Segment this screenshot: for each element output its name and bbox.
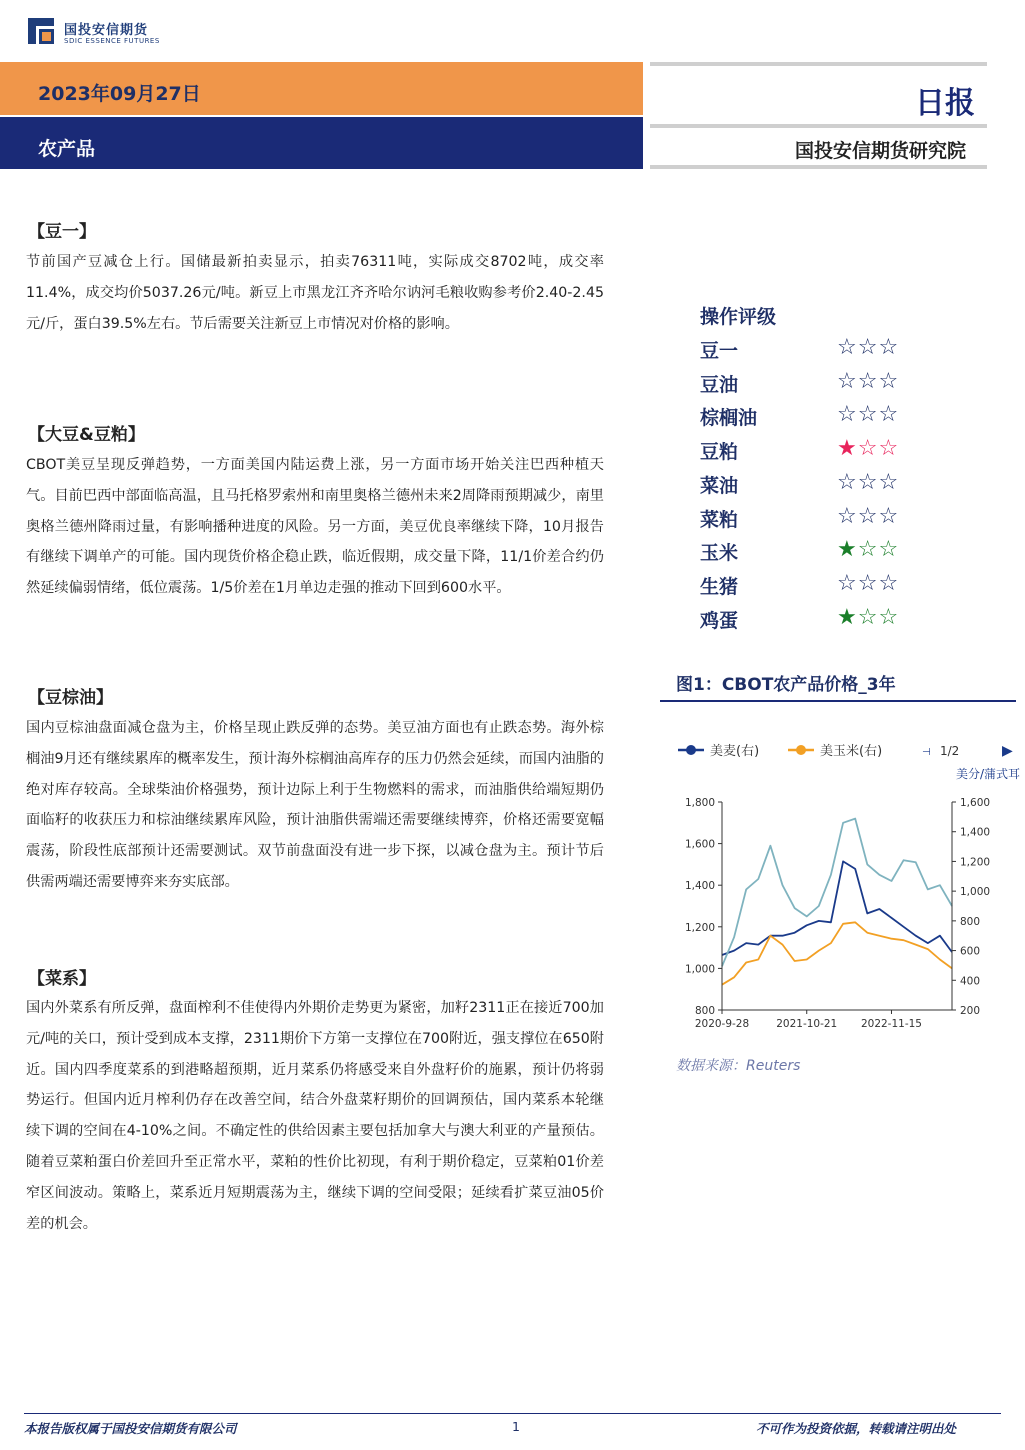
star-empty-icon: ☆ <box>878 402 900 428</box>
star-empty-icon: ☆ <box>837 570 858 596</box>
legend-label: 美麦(右) <box>710 744 760 759</box>
header-rule <box>650 62 987 66</box>
star-empty-icon: ☆ <box>857 335 879 360</box>
star-empty-icon: ☆ <box>878 503 900 529</box>
rating-stars-icon <box>837 571 899 596</box>
legend-marker <box>686 745 696 755</box>
footer-disclaimer: 不可作为投资依据，转载请注明出处 <box>756 1421 957 1436</box>
star-empty-icon: ☆ <box>837 469 858 495</box>
rating-stars-icon <box>837 537 899 562</box>
y-right-tick-label: 400 <box>960 975 981 988</box>
legend-more-icon: ⊣ <box>922 747 931 758</box>
star-empty-icon: ☆ <box>878 335 900 360</box>
y-right-tick-label: 1,200 <box>960 856 991 869</box>
rating-stars-icon <box>837 605 899 630</box>
section-text-rapeseed: 国内外菜系有所反弹，盘面榨利不佳使得内外期价走势更为紧密，加籽2311正在接近700加元/吨的关口，预计受到成本支撑，2311期价下方第一支撑位在700附近，强支撑位在650附近。国内四季度菜系的到港略超预期，近月菜系仍将感受来自外盘籽价的施累，预计仍将弱势运行。但国内近月榨利仍存在改善空间，结合外盘菜籽期价的回调预估，国内菜系本轮继续下调的空间在4-10%之间。不确定性的供给因素主要包括加拿大与澳大利亚的产量预估。随着豆菜粕蛋白价差回升至正常水平，菜粕的性价比初现，有利于期价稳定，豆菜粕01价差窄区间波动。策略上，菜系近月短期震荡为主，继续下调的空间受限；延续看扩菜豆油05价差的机会。 <box>26 1000 604 1232</box>
star-empty-icon: ☆ <box>857 503 879 529</box>
rating-stars-icon <box>837 402 899 427</box>
star-empty-icon: ☆ <box>837 335 858 360</box>
y-right-tick-label: 1,600 <box>960 797 991 809</box>
x-tick-label: 2021-10-21 <box>776 1018 838 1030</box>
rating-row <box>700 606 920 636</box>
figure-title: 图1：CBOT农产品价格_3年 <box>676 675 896 695</box>
rating-commodity: 豆一 <box>700 340 739 362</box>
rating-commodity: 菜油 <box>700 474 739 497</box>
star-empty-icon: ☆ <box>857 368 879 394</box>
section-title-soybean-meal: 【大豆&豆粕】 <box>28 425 145 445</box>
star-empty-icon: ☆ <box>857 604 879 630</box>
rating-title: 操作评级 <box>700 306 777 328</box>
x-tick-label: 2020-9-28 <box>694 1018 750 1030</box>
rating-stars-icon <box>837 369 899 394</box>
logo-subtitle: SDIC ESSENCE FUTURES <box>64 37 160 45</box>
star-empty-icon: ☆ <box>857 436 879 462</box>
legend-label: 美玉米(右) <box>820 744 883 759</box>
rating-row <box>700 370 920 400</box>
section-text-soybean-one: 节前国产豆减仓上行。国储最新拍卖显示，拍卖76311吨，实际成交8702吨，成交率11.4%，成交均价5037.26元/吨。新豆上市黑龙江齐齐哈尔讷河毛粮收购参考价2.40-2.45元/斤，蛋白39.5%左右。节后需要关注新豆上市情况对价格的影响。 <box>26 254 604 332</box>
logo-text: 国投安信期货 <box>64 23 149 38</box>
cbot-price-chart <box>660 730 1020 1040</box>
y-left-tick-label: 1,200 <box>684 921 715 934</box>
y-left-tick-label: 800 <box>694 1005 715 1017</box>
section-title-rapeseed: 【菜系】 <box>28 969 96 989</box>
category-banner <box>0 117 643 169</box>
page-number: 1 <box>512 1419 520 1434</box>
series-line <box>722 861 952 955</box>
rating-stars-icon <box>837 335 899 360</box>
star-empty-icon: ☆ <box>837 402 858 428</box>
star-empty-icon: ☆ <box>857 570 879 596</box>
header-rule <box>650 124 987 128</box>
y-right-tick-label: 800 <box>960 915 981 928</box>
legend-marker <box>796 745 806 755</box>
star-filled-icon: ★ <box>837 604 858 630</box>
star-empty-icon: ☆ <box>857 537 879 563</box>
rating-stars-icon <box>837 470 899 495</box>
data-source: 数据来源：Reuters <box>676 1058 801 1074</box>
y-right-tick-label: 1,400 <box>960 826 991 839</box>
rating-row <box>700 538 920 568</box>
institute-name: 国投安信期货研究院 <box>795 140 967 162</box>
star-empty-icon: ☆ <box>857 469 879 495</box>
star-empty-icon: ☆ <box>878 469 900 495</box>
y-right-tick-label: 1,000 <box>960 886 991 899</box>
star-empty-icon: ☆ <box>878 537 900 563</box>
section-text-oils: 国内豆棕油盘面减仓盘为主，价格呈现止跌反弹的态势。美豆油方面也有止跌态势。海外棕榈油9月还有继续累库的概率发生，预计海外棕榈油高库存的压力仍然会延续，而国内油脂的绝对库存较高。全球柴油价格强势，预计边际上利于生物燃料的需求，而油脂供给端短期仍面临籽的收获压力和棕油继续累库风险，预计油脂供需端还需要继续博弈，价格还需要宽幅震荡，阶段性底部预计还需要测试。双节前盘面没有进一步下探，以减仓盘为主。预计节后供需两端还需要博弈来夯实底部。 <box>26 720 604 890</box>
series-line <box>722 922 952 984</box>
star-empty-icon: ☆ <box>878 436 900 462</box>
rating-row <box>700 336 920 366</box>
y-left-tick-label: 1,800 <box>684 797 715 809</box>
legend-next-icon: ▶ <box>1002 743 1013 759</box>
y-left-tick-label: 1,000 <box>684 963 715 976</box>
y-right-tick-label: 200 <box>960 1005 981 1017</box>
legend-page: 1/2 <box>940 744 960 758</box>
y-right-tick-label: 600 <box>960 945 981 958</box>
star-empty-icon: ☆ <box>837 368 858 394</box>
rating-commodity: 玉米 <box>700 542 739 565</box>
report-date: 2023年09月27日 <box>38 83 201 105</box>
figure-rule <box>660 700 1016 702</box>
rating-commodity: 菜粕 <box>700 508 739 531</box>
rating-row <box>700 403 920 433</box>
rating-commodity: 豆油 <box>700 373 739 396</box>
star-empty-icon: ☆ <box>878 604 900 630</box>
company-logo-icon <box>28 18 54 44</box>
star-filled-icon: ★ <box>837 436 858 462</box>
y-left-tick-label: 1,400 <box>684 880 715 893</box>
x-tick-label: 2022-11-15 <box>860 1018 922 1030</box>
rating-commodity: 生猪 <box>700 575 739 598</box>
section-text-soybean-meal: CBOT美豆呈现反弹趋势，一方面美国内陆运费上涨，另一方面市场开始关注巴西种植天气。目前巴西中部面临高温，且马托格罗索州和南里奥格兰德州未来2周降雨预期减少，南里奥格兰德州降雨过量，有影响播种进度的风险。另一方面，美豆优良率继续下降，10月报告有继续下调单产的可能。国内现货价格企稳止跌，临近假期，成交量下降，11/1价差合约仍然延续偏弱情绪，低位震荡。1/5价差在1月单边走强的推动下回到600水平。 <box>26 457 604 597</box>
header-rule <box>650 165 987 169</box>
y-left-tick-label: 1,600 <box>684 838 715 851</box>
section-title-oils: 【豆棕油】 <box>28 688 113 708</box>
star-empty-icon: ☆ <box>878 570 900 596</box>
rating-row <box>700 505 920 535</box>
right-axis-unit: 美分/蒲式耳 <box>956 767 1020 781</box>
report-category: 农产品 <box>38 138 96 160</box>
rating-commodity: 豆粕 <box>700 441 739 464</box>
star-empty-icon: ☆ <box>878 368 900 394</box>
section-title-soybean-one: 【豆一】 <box>28 222 96 242</box>
star-filled-icon: ★ <box>837 537 858 563</box>
footer-copyright: 本报告版权属于国投安信期货有限公司 <box>24 1421 237 1436</box>
rating-stars-icon <box>837 504 899 529</box>
star-empty-icon: ☆ <box>857 402 879 428</box>
report-type: 日报 <box>915 86 975 121</box>
rating-row <box>700 471 920 501</box>
rating-row <box>700 437 920 467</box>
rating-row <box>700 572 920 602</box>
footer-rule <box>24 1413 1001 1414</box>
rating-stars-icon <box>837 436 899 461</box>
star-empty-icon: ☆ <box>837 503 858 529</box>
rating-commodity: 鸡蛋 <box>700 609 739 632</box>
rating-commodity: 棕榈油 <box>700 407 758 430</box>
